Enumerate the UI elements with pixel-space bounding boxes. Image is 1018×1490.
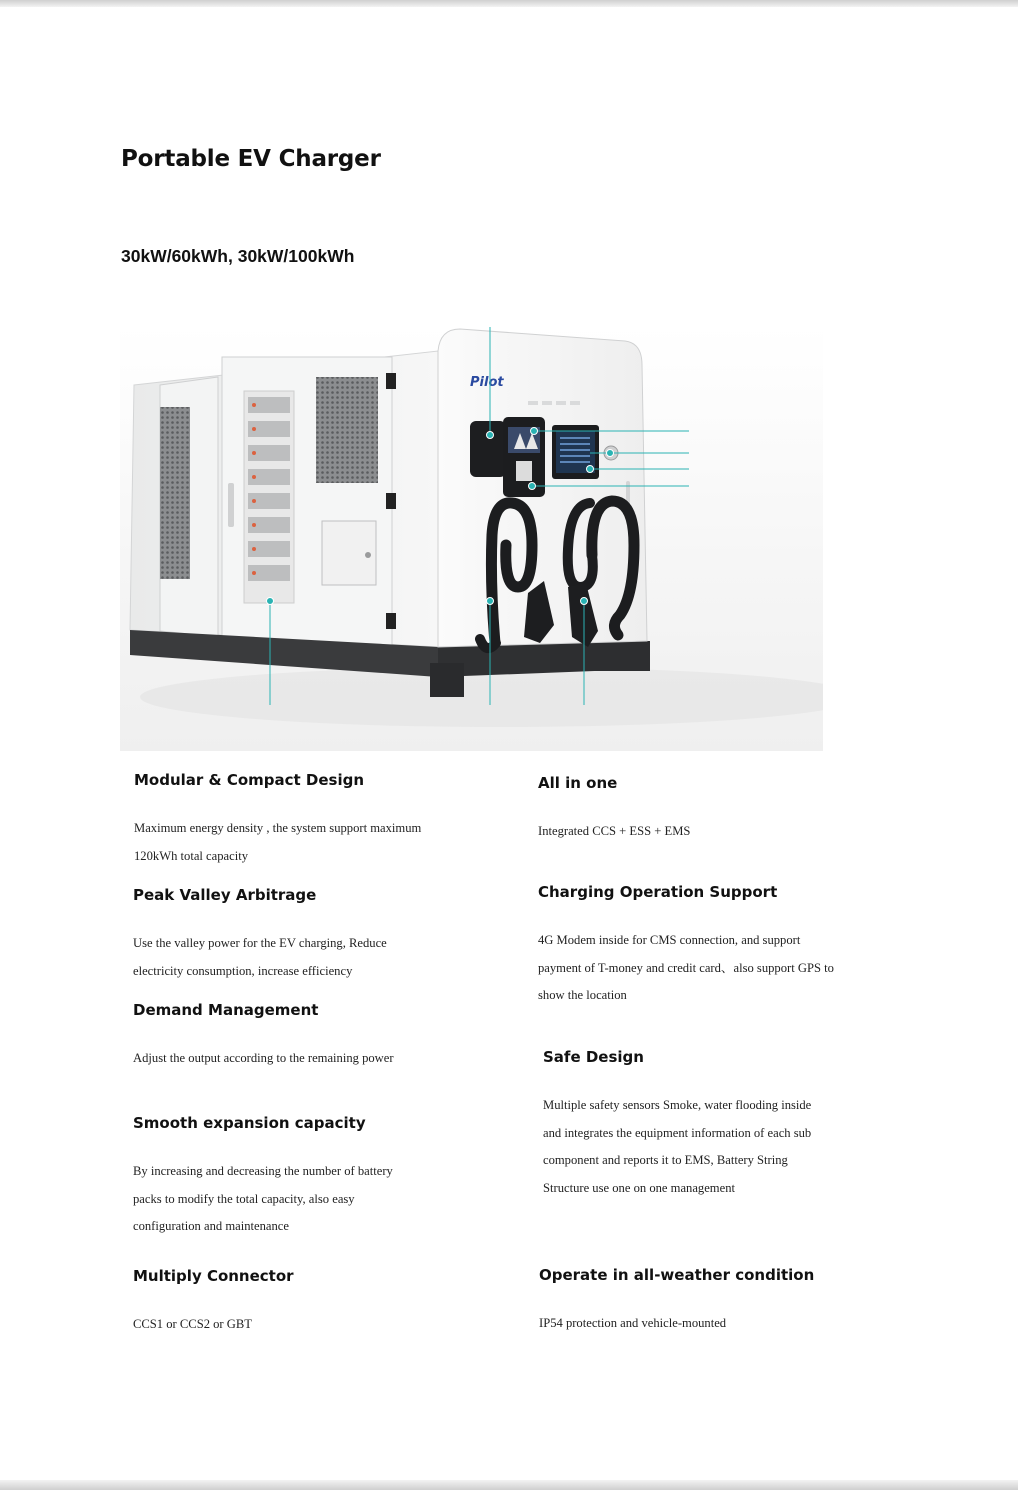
feature-modular-compact: [134, 771, 434, 870]
feature-heading: Safe Design: [543, 1048, 644, 1066]
feature-heading: Operate in all-weather condition: [539, 1266, 815, 1284]
feature-heading: Smooth expansion capacity: [133, 1114, 366, 1132]
feature-body: 4G Modem inside for CMS connection, and support payment of T-money and credit card、also support GPS to show the location: [538, 933, 834, 1002]
feature-heading: Demand Management: [133, 1001, 319, 1019]
feature-all-in-one: [538, 774, 838, 846]
page-frame-top: [0, 0, 1018, 7]
feature-all-weather: [539, 1266, 839, 1338]
page-title: Portable EV Charger: [121, 146, 381, 172]
feature-smooth-expansion: [133, 1114, 403, 1241]
feature-charging-support: [538, 883, 838, 1010]
connector-holster: [470, 421, 506, 477]
feature-demand-management: [133, 1001, 413, 1073]
side-vent-left: [160, 407, 190, 579]
feature-heading: All in one: [538, 774, 618, 792]
charger-product-image: [120, 325, 823, 751]
feature-safe-design: [543, 1048, 813, 1202]
feature-heading: Peak Valley Arbitrage: [133, 886, 317, 904]
feature-body: Maximum energy density , the system support maximum 120kWh total capacity: [134, 821, 422, 863]
feature-peak-valley: [133, 886, 433, 985]
side-vent-right: [316, 377, 378, 483]
page-subtitle: 30kW/60kWh, 30kW/100kWh: [121, 246, 355, 266]
feature-heading: Modular & Compact Design: [134, 771, 365, 789]
feature-body: Multiple safety sensors Smoke, water flooding inside and integrates the equipment information of each sub component and reports it to EMS, Battery String Structure use one on one management: [543, 1098, 812, 1195]
feature-heading: Multiply Connector: [133, 1267, 294, 1285]
battery-modules: [244, 391, 294, 603]
feature-body: By increasing and decreasing the number of battery packs to modify the total capacity, also easy configuration and maintenance: [133, 1164, 393, 1233]
feature-body: Adjust the output according to the remaining power: [133, 1051, 394, 1065]
page-frame-bottom: [0, 1480, 1018, 1490]
brand-logo: Pilot: [470, 375, 504, 390]
feature-body: IP54 protection and vehicle-mounted: [539, 1316, 727, 1330]
feature-body: Integrated CCS + ESS + EMS: [538, 824, 691, 838]
feature-multiply-connector: [133, 1267, 433, 1339]
feature-body: CCS1 or CCS2 or GBT: [133, 1317, 252, 1331]
feature-body: Use the valley power for the EV charging, Reduce electricity consumption, increase efficiency: [133, 936, 387, 978]
feature-heading: Charging Operation Support: [538, 883, 778, 901]
